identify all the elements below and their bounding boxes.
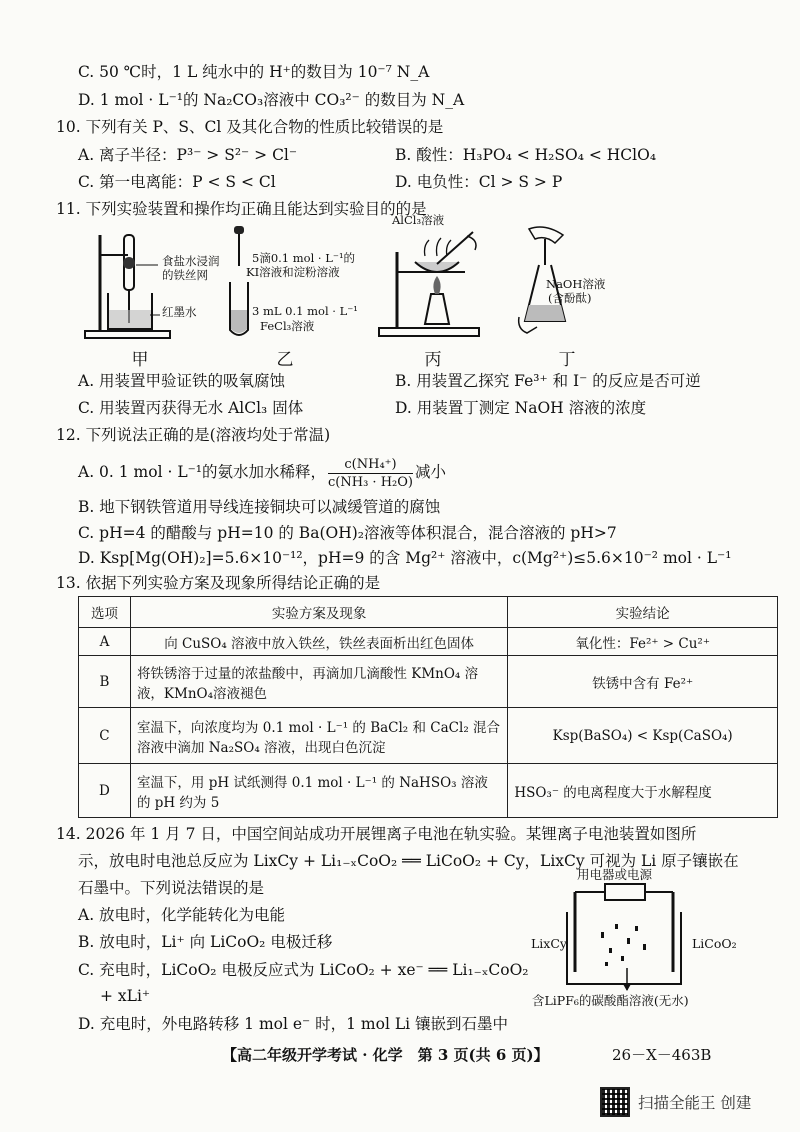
q14-option-c: C. 充电时，LiCoO₂ 电极反应式为 LiCoO₂ + xe⁻ ══ Li₁₋ₓCoO₂ [78,961,529,979]
q12a-denominator: c(NH₃ · H₂O) [328,474,413,490]
q13-table-header [79,597,778,628]
jia-label-3: 红墨水 [162,305,197,319]
apparatus-jia [80,225,210,345]
scanner-text: 扫描全能王 创建 [638,1094,752,1112]
q11-option-b: B. 用装置乙探究 Fe³⁺ 和 I⁻ 的反应是否可逆 [395,372,701,390]
bing-label-1: AlCl₃溶液 [392,213,445,227]
q14-option-a: A. 放电时，化学能转化为电能 [78,906,286,924]
row-d-plan: 室温下，用 pH 试纸测得 0.1 mol · L⁻¹ 的 NaHSO₃ 溶液的 pH 约为 5 [130,764,507,818]
q11-stem: 11. 下列实验装置和操作均正确且能达到实验目的的是 [56,200,427,218]
q12-option-a [78,452,446,492]
q10-option-a: A. 离子半径：P³⁻ > S²⁻ > Cl⁻ [78,146,298,164]
table-row [79,764,778,818]
qr-code-icon [600,1087,630,1117]
row-c-conclusion: Ksp(BaSO₄) < Ksp(CaSO₄) [508,708,778,764]
q12a-suffix: 减小 [414,463,446,481]
table-row [79,656,778,708]
apparatus-bing [375,228,495,343]
q10-option-d: D. 电负性：Cl > S > P [395,173,563,191]
q12-stem: 12. 下列说法正确的是(溶液均处于常温) [56,426,331,444]
q10-stem: 10. 下列有关 P、S、Cl 及其化合物的性质比较错误的是 [56,118,444,136]
yi-label-2: KI溶液和淀粉溶液 [246,265,340,279]
q12-option-c: C. pH=4 的醋酸与 pH=10 的 Ba(OH)₂溶液等体积混合，混合溶液的 pH>7 [78,524,617,542]
q13-table [78,596,778,818]
battery-left-electrode: LixCy [531,936,567,951]
table-row [79,628,778,656]
q14-option-d: D. 充电时，外电路转移 1 mol e⁻ 时，1 mol Li 镶嵌到石墨中 [78,1015,509,1033]
scanner-watermark [600,1087,751,1117]
row-b-plan: 将铁锈溶于过量的浓盐酸中，再滴加几滴酸性 KMnO₄ 溶液，KMnO₄溶液褪色 [130,656,507,708]
q12a-fraction [328,456,413,491]
q14-option-c-cont: + xLi⁺ [100,987,151,1005]
q14-stem-line1: 14. 2026 年 1 月 7 日，中国空间站成功开展锂离子电池在轨实验。某锂离子电池装置如图所 [56,825,697,843]
q12a-prefix: A. 0. 1 mol · L⁻¹的氨水加水稀释， [78,463,327,481]
q12a-numerator: c(NH₄⁺) [328,456,413,474]
table-row [79,708,778,764]
row-a-option: A [79,628,131,656]
q10-option-b: B. 酸性：H₃PO₄ < H₂SO₄ < HClO₄ [395,146,657,164]
q11-option-a: A. 用装置甲验证铁的吸氧腐蚀 [78,372,286,390]
row-b-option: B [79,656,131,708]
fig-label-yi: 乙 [276,350,294,370]
q9-option-c: C. 50 ℃时，1 L 纯水中的 H⁺的数目为 10⁻⁷ N_A [78,63,430,81]
row-c-plan: 室温下，向浓度均为 0.1 mol · L⁻¹ 的 BaCl₂ 和 CaCl₂ 混合溶液中滴加 Na₂SO₄ 溶液，出现白色沉淀 [130,708,507,764]
fig-label-jia: 甲 [131,350,149,370]
q12-option-d: D. Ksp[Mg(OH)₂]=5.6×10⁻¹²，pH=9 的含 Mg²⁺ 溶液中，c(Mg²⁺)≤5.6×10⁻² mol · L⁻¹ [78,549,732,567]
q14-option-b: B. 放电时，Li⁺ 向 LiCoO₂ 电极迁移 [78,933,333,951]
header-conclusion: 实验结论 [508,597,778,628]
battery-right-electrode: LiCoO₂ [692,936,737,951]
jia-label-2: 的铁丝网 [162,268,208,282]
q9-option-d: D. 1 mol · L⁻¹的 Na₂CO₃溶液中 CO₃²⁻ 的数目为 N_A [78,91,465,109]
row-d-conclusion: HSO₃⁻ 的电离程度大于水解程度 [508,764,778,818]
yi-label-1: 5滴0.1 mol · L⁻¹的 [252,251,356,265]
header-option: 选项 [79,597,131,628]
row-c-option: C [79,708,131,764]
jia-label-1: 食盐水浸润 [162,254,220,268]
fig-label-bing: 丙 [424,350,442,370]
yi-label-4: FeCl₃溶液 [260,319,315,333]
q13-stem: 13. 依据下列实验方案及现象所得结论正确的是 [56,574,381,592]
fig-label-ding: 丁 [558,350,576,370]
page-footer: 【高二年级开学考试 · 化学 第 3 页(共 6 页)】 [222,1046,549,1064]
battery-diagram [565,882,685,992]
row-a-conclusion: 氧化性：Fe²⁺ > Cu²⁺ [508,628,778,656]
q11-option-d: D. 用装置丁测定 NaOH 溶液的浓度 [395,399,647,417]
q12-option-b: B. 地下钢铁管道用导线连接铜块可以减缓管道的腐蚀 [78,498,441,516]
ding-label-1: NaOH溶液 [546,277,606,291]
apparatus-yi [222,222,262,342]
row-b-conclusion: 铁锈中含有 Fe²⁺ [508,656,778,708]
battery-electrolyte-label: 含LiPF₆的碳酸酯溶液(无水) [532,993,689,1008]
header-plan: 实验方案及现象 [130,597,507,628]
q11-option-c: C. 用装置丙获得无水 AlCl₃ 固体 [78,399,304,417]
battery-device-label: 用电器或电源 [577,867,653,882]
exam-code: 26－X－463B [612,1046,712,1064]
ding-label-2: (含酚酞) [548,291,592,305]
q14-stem-line2: 示，放电时电池总反应为 LixCy + Li₁₋ₓCoO₂ ══ LiCoO₂ + Cy，LixCy 可视为 Li 原子镶嵌在 [78,852,739,870]
row-d-option: D [79,764,131,818]
yi-label-3: 3 mL 0.1 mol · L⁻¹ [252,304,358,318]
q14-stem-line3: 石墨中。下列说法错误的是 [78,879,265,897]
row-a-plan: 向 CuSO₄ 溶液中放入铁丝，铁丝表面析出红色固体 [130,628,507,656]
q10-option-c: C. 第一电离能：P < S < Cl [78,173,276,191]
